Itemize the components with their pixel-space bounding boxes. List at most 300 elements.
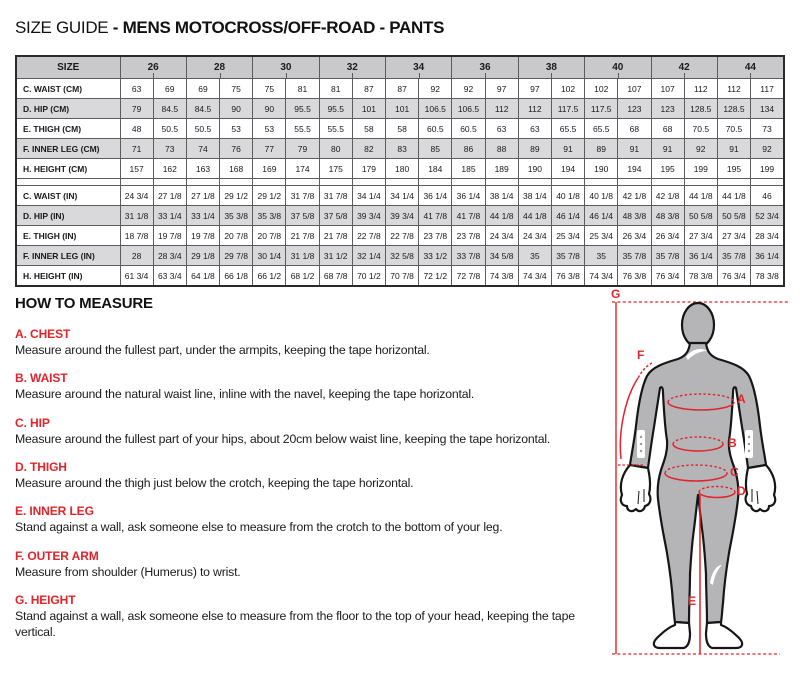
size-value-cell: 70.5 (717, 119, 750, 139)
size-value-cell: 92 (751, 139, 784, 159)
size-value-cell: 31 1/2 (319, 246, 352, 266)
measure-section-text: Measure around the thigh just below the crotch, keeping the tape horizontal. (15, 476, 414, 491)
measure-section-text: Measure around the fullest part, under the armpits, keeping the tape horizontal. (15, 343, 430, 357)
size-value-cell: 29 1/2 (253, 186, 286, 206)
size-value-cell: 85 (419, 139, 452, 159)
size-value-cell: 40 1/8 (585, 186, 618, 206)
size-value-cell: 44 1/8 (684, 186, 717, 206)
size-value-cell: 190 (585, 159, 618, 179)
size-column-header: 34 (386, 56, 452, 79)
size-value-cell: 31 7/8 (319, 186, 352, 206)
size-value-cell: 87 (352, 79, 385, 99)
size-value-cell: 53 (253, 119, 286, 139)
measure-section-e (15, 504, 615, 535)
size-value-cell: 92 (452, 79, 485, 99)
size-value-cell: 199 (751, 159, 784, 179)
table-row (16, 226, 784, 246)
table-row (16, 266, 784, 287)
size-value-cell: 102 (551, 79, 584, 99)
size-value-cell: 31 1/8 (120, 206, 153, 226)
spacer-cell (585, 179, 618, 186)
size-value-cell: 91 (651, 139, 684, 159)
size-value-cell: 41 7/8 (419, 206, 452, 226)
size-value-cell: 195 (717, 159, 750, 179)
measure-section-f (15, 549, 615, 580)
size-value-cell: 90 (220, 99, 253, 119)
table-row (16, 159, 784, 179)
left-boot (654, 622, 690, 648)
table-row (16, 79, 784, 99)
size-value-cell: 48 3/8 (618, 206, 651, 226)
right-boot (706, 622, 742, 648)
size-value-cell: 42 1/8 (618, 186, 651, 206)
spacer-cell (16, 179, 120, 186)
head (682, 303, 714, 347)
size-value-cell: 46 1/4 (551, 206, 584, 226)
size-value-cell: 84.5 (153, 99, 186, 119)
size-column-header: 36 (452, 56, 518, 79)
size-value-cell: 63 (485, 119, 518, 139)
size-value-cell: 22 7/8 (386, 226, 419, 246)
spacer-cell (220, 179, 253, 186)
size-value-cell: 35 3/8 (253, 206, 286, 226)
size-value-cell: 180 (386, 159, 419, 179)
left-cuff-text-dot (640, 450, 642, 452)
measurement-row-label: E. THIGH (CM) (16, 119, 120, 139)
size-value-cell: 195 (651, 159, 684, 179)
size-value-cell: 55.5 (319, 119, 352, 139)
size-value-cell: 91 (618, 139, 651, 159)
size-value-cell: 32 5/8 (386, 246, 419, 266)
table-row (16, 99, 784, 119)
size-value-cell: 46 (751, 186, 784, 206)
size-value-cell: 20 7/8 (253, 226, 286, 246)
left-cuff-text-dot (640, 436, 642, 438)
size-value-cell: 194 (618, 159, 651, 179)
size-value-cell: 68 (618, 119, 651, 139)
measure-section-a (15, 327, 615, 358)
size-value-cell: 46 1/4 (585, 206, 618, 226)
measure-section-text: Stand against a wall, ask someone else to measure from the floor to the top of your head, keeping the tape vertical. (15, 609, 575, 639)
size-value-cell: 185 (452, 159, 485, 179)
size-value-cell: 76 3/4 (717, 266, 750, 287)
size-value-cell: 86 (452, 139, 485, 159)
size-value-cell: 74 3/8 (485, 266, 518, 287)
size-value-cell: 33 1/2 (419, 246, 452, 266)
size-value-cell: 68 7/8 (319, 266, 352, 287)
figure-label-inner-leg: E (688, 594, 697, 608)
size-value-cell: 40 1/8 (551, 186, 584, 206)
title-prefix: SIZE GUIDE (15, 18, 113, 37)
measurement-row-label: C. WAIST (CM) (16, 79, 120, 99)
size-value-cell: 128.5 (717, 99, 750, 119)
measurement-row-label: E. THIGH (IN) (16, 226, 120, 246)
spacer-cell (751, 179, 784, 186)
right-cuff-text-dot (748, 450, 750, 452)
size-value-cell: 68 (651, 119, 684, 139)
size-value-cell: 72 1/2 (419, 266, 452, 287)
size-corner-header: SIZE (16, 56, 120, 79)
table-row (16, 246, 784, 266)
size-value-cell: 190 (518, 159, 551, 179)
size-value-cell: 74 3/4 (518, 266, 551, 287)
size-value-cell: 28 3/4 (153, 246, 186, 266)
size-value-cell: 107 (618, 79, 651, 99)
size-value-cell: 106.5 (419, 99, 452, 119)
size-value-cell: 169 (253, 159, 286, 179)
spacer-cell (452, 179, 485, 186)
spacer-cell (485, 179, 518, 186)
measure-section-text: Measure around the fullest part of your hips, about 20cm below waist line, keeping the tape horizontal. (15, 431, 551, 446)
size-value-cell: 134 (751, 99, 784, 119)
measure-section-label: B. WAIST (15, 371, 68, 386)
size-value-cell: 76 (220, 139, 253, 159)
size-value-cell: 163 (186, 159, 219, 179)
table-spacer-row (16, 179, 784, 186)
size-value-cell: 48 (120, 119, 153, 139)
size-value-cell: 112 (485, 99, 518, 119)
size-value-cell: 65.5 (551, 119, 584, 139)
size-value-cell: 24 3/4 (120, 186, 153, 206)
size-value-cell: 35 7/8 (551, 246, 584, 266)
size-value-cell: 97 (518, 79, 551, 99)
spacer-cell (419, 179, 452, 186)
size-value-cell: 92 (419, 79, 452, 99)
spacer-cell (551, 179, 584, 186)
table-row (16, 139, 784, 159)
size-value-cell: 112 (684, 79, 717, 99)
size-value-cell: 44 1/8 (717, 186, 750, 206)
size-value-cell: 24 3/4 (485, 226, 518, 246)
size-value-cell: 36 1/4 (751, 246, 784, 266)
size-value-cell: 29 7/8 (220, 246, 253, 266)
size-value-cell: 82 (352, 139, 385, 159)
figure-label-outer-arm: F (637, 348, 645, 362)
size-value-cell: 64 1/8 (186, 266, 219, 287)
size-value-cell: 117.5 (551, 99, 584, 119)
size-value-cell: 21 7/8 (286, 226, 319, 246)
measurement-row-label: H. HEIGHT (CM) (16, 159, 120, 179)
size-value-cell: 87 (386, 79, 419, 99)
size-value-cell: 117 (751, 79, 784, 99)
size-value-cell: 81 (319, 79, 352, 99)
size-value-cell: 39 3/4 (352, 206, 385, 226)
size-value-cell: 58 (352, 119, 385, 139)
size-value-cell: 66 1/2 (253, 266, 286, 287)
size-value-cell: 35 (518, 246, 551, 266)
size-column-header: 44 (717, 56, 784, 79)
size-value-cell: 175 (319, 159, 352, 179)
size-value-cell: 101 (386, 99, 419, 119)
measurement-row-label: F. INNER LEG (IN) (16, 246, 120, 266)
size-value-cell: 74 (186, 139, 219, 159)
size-value-cell: 90 (253, 99, 286, 119)
size-value-cell: 60.5 (419, 119, 452, 139)
measurement-row-label: D. HIP (CM) (16, 99, 120, 119)
size-value-cell: 34 1/4 (386, 186, 419, 206)
how-to-measure-section (15, 295, 615, 653)
size-value-cell: 23 7/8 (419, 226, 452, 246)
size-value-cell: 83 (386, 139, 419, 159)
size-value-cell: 123 (651, 99, 684, 119)
size-value-cell: 44 1/8 (485, 206, 518, 226)
spacer-cell (684, 179, 717, 186)
size-value-cell: 28 (120, 246, 153, 266)
size-value-cell: 106.5 (452, 99, 485, 119)
size-value-cell: 29 1/8 (186, 246, 219, 266)
size-value-cell: 35 (585, 246, 618, 266)
measure-section-g (15, 593, 615, 640)
size-value-cell: 31 7/8 (286, 186, 319, 206)
size-value-cell: 21 7/8 (319, 226, 352, 246)
size-value-cell: 78 3/8 (684, 266, 717, 287)
measurement-row-label: F. INNER LEG (CM) (16, 139, 120, 159)
size-value-cell: 80 (319, 139, 352, 159)
size-value-cell: 39 3/4 (386, 206, 419, 226)
size-value-cell: 35 3/8 (220, 206, 253, 226)
measurement-row-label: H. HEIGHT (IN) (16, 266, 120, 287)
measurement-figure (592, 287, 797, 667)
figure-label-waist: B (728, 436, 737, 450)
size-value-cell: 63 (120, 79, 153, 99)
size-value-cell: 128.5 (684, 99, 717, 119)
right-cuff-text-dot (748, 436, 750, 438)
measurement-row-label: C. WAIST (IN) (16, 186, 120, 206)
size-column-header: 40 (585, 56, 651, 79)
size-value-cell: 35 7/8 (651, 246, 684, 266)
size-value-cell: 76 3/8 (618, 266, 651, 287)
size-value-cell: 44 1/8 (518, 206, 551, 226)
figure-label-hip: C (730, 465, 739, 479)
size-value-cell: 50 5/8 (717, 206, 750, 226)
spacer-cell (352, 179, 385, 186)
spacer-cell (651, 179, 684, 186)
size-value-cell: 168 (220, 159, 253, 179)
size-value-cell: 69 (186, 79, 219, 99)
left-cuff-text-dot (640, 443, 642, 445)
size-value-cell: 72 7/8 (452, 266, 485, 287)
size-table (15, 55, 785, 287)
size-column-header: 28 (186, 56, 252, 79)
size-value-cell: 30 1/4 (253, 246, 286, 266)
size-value-cell: 50.5 (153, 119, 186, 139)
figure-label-height: G (611, 287, 621, 301)
size-value-cell: 73 (153, 139, 186, 159)
size-value-cell: 27 3/4 (717, 226, 750, 246)
title-main: - MENS MOTOCROSS/OFF-ROAD - PANTS (112, 18, 445, 37)
size-value-cell: 38 1/4 (518, 186, 551, 206)
size-value-cell: 194 (551, 159, 584, 179)
size-value-cell: 76 3/8 (551, 266, 584, 287)
size-value-cell: 88 (485, 139, 518, 159)
size-value-cell: 33 1/4 (186, 206, 219, 226)
size-value-cell: 97 (485, 79, 518, 99)
size-value-cell: 179 (352, 159, 385, 179)
size-value-cell: 68 1/2 (286, 266, 319, 287)
table-row (16, 186, 784, 206)
size-value-cell: 25 3/4 (585, 226, 618, 246)
size-value-cell: 162 (153, 159, 186, 179)
size-value-cell: 27 3/4 (684, 226, 717, 246)
spacer-cell (386, 179, 419, 186)
size-value-cell: 117.5 (585, 99, 618, 119)
measure-section-b (15, 371, 615, 402)
size-value-cell: 35 7/8 (717, 246, 750, 266)
size-value-cell: 33 7/8 (452, 246, 485, 266)
size-value-cell: 38 1/4 (485, 186, 518, 206)
size-value-cell: 53 (220, 119, 253, 139)
spacer-cell (518, 179, 551, 186)
size-value-cell: 107 (651, 79, 684, 99)
size-value-cell: 92 (684, 139, 717, 159)
size-value-cell: 102 (585, 79, 618, 99)
size-value-cell: 70.5 (684, 119, 717, 139)
size-value-cell: 35 7/8 (618, 246, 651, 266)
size-value-cell: 22 7/8 (352, 226, 385, 246)
measure-section-label: G. HEIGHT (15, 593, 76, 608)
size-value-cell: 19 7/8 (186, 226, 219, 246)
measurement-row-label: D. HIP (IN) (16, 206, 120, 226)
measure-section-label: A. CHEST (15, 327, 71, 341)
size-value-cell: 55.5 (286, 119, 319, 139)
size-value-cell: 34 5/8 (485, 246, 518, 266)
size-value-cell: 60.5 (452, 119, 485, 139)
size-value-cell: 61 3/4 (120, 266, 153, 287)
size-value-cell: 91 (551, 139, 584, 159)
size-value-cell: 199 (684, 159, 717, 179)
measure-section-label: D. THIGH (15, 460, 67, 475)
size-value-cell: 24 3/4 (518, 226, 551, 246)
size-value-cell: 79 (286, 139, 319, 159)
size-value-cell: 26 3/4 (651, 226, 684, 246)
measure-section-label: C. HIP (15, 415, 50, 430)
size-column-header: 42 (651, 56, 717, 79)
size-value-cell: 20 7/8 (220, 226, 253, 246)
size-value-cell: 63 3/4 (153, 266, 186, 287)
size-value-cell: 157 (120, 159, 153, 179)
spacer-cell (618, 179, 651, 186)
spacer-cell (319, 179, 352, 186)
measure-section-d (15, 460, 615, 491)
size-value-cell: 50 5/8 (684, 206, 717, 226)
size-value-cell: 25 3/4 (551, 226, 584, 246)
size-value-cell: 33 1/4 (153, 206, 186, 226)
spacer-cell (286, 179, 319, 186)
size-value-cell: 91 (717, 139, 750, 159)
size-value-cell: 19 7/8 (153, 226, 186, 246)
size-value-cell: 89 (518, 139, 551, 159)
measure-section-text: Measure around the natural waist line, inline with the navel, keeping the tape horizontal. (15, 387, 475, 402)
table-row (16, 119, 784, 139)
left-glove (621, 465, 651, 511)
size-value-cell: 37 5/8 (319, 206, 352, 226)
size-value-cell: 31 1/8 (286, 246, 319, 266)
size-value-cell: 28 3/4 (751, 226, 784, 246)
measure-section-label: F. OUTER ARM (15, 548, 99, 563)
size-value-cell: 42 1/8 (651, 186, 684, 206)
size-value-cell: 77 (253, 139, 286, 159)
measure-section-c (15, 416, 615, 447)
spacer-cell (186, 179, 219, 186)
size-column-header: 32 (319, 56, 385, 79)
size-value-cell: 37 5/8 (286, 206, 319, 226)
spacer-cell (120, 179, 153, 186)
size-value-cell: 112 (518, 99, 551, 119)
measure-section-text: Measure from shoulder (Humerus) to wrist. (15, 564, 241, 579)
size-value-cell: 78 3/8 (751, 266, 784, 287)
table-row (16, 206, 784, 226)
size-column-header: 26 (120, 56, 186, 79)
size-value-cell: 101 (352, 99, 385, 119)
size-column-header: 30 (253, 56, 319, 79)
size-value-cell: 32 1/4 (352, 246, 385, 266)
spacer-cell (153, 179, 186, 186)
size-value-cell: 70 7/8 (386, 266, 419, 287)
size-value-cell: 29 1/2 (220, 186, 253, 206)
size-value-cell: 69 (153, 79, 186, 99)
size-value-cell: 76 3/4 (651, 266, 684, 287)
size-value-cell: 50.5 (186, 119, 219, 139)
size-value-cell: 84.5 (186, 99, 219, 119)
spacer-cell (717, 179, 750, 186)
size-value-cell: 112 (717, 79, 750, 99)
size-value-cell: 23 7/8 (452, 226, 485, 246)
figure-label-thigh: D (737, 484, 746, 498)
size-value-cell: 36 1/4 (452, 186, 485, 206)
size-value-cell: 95.5 (319, 99, 352, 119)
size-value-cell: 79 (120, 99, 153, 119)
size-value-cell: 174 (286, 159, 319, 179)
size-value-cell: 70 1/2 (352, 266, 385, 287)
size-value-cell: 71 (120, 139, 153, 159)
size-value-cell: 89 (585, 139, 618, 159)
size-value-cell: 75 (253, 79, 286, 99)
size-value-cell: 63 (518, 119, 551, 139)
size-column-header: 38 (518, 56, 584, 79)
size-value-cell: 26 3/4 (618, 226, 651, 246)
size-value-cell: 189 (485, 159, 518, 179)
measure-section-text: Stand against a wall, ask someone else to measure from the crotch to the bottom of your leg. (15, 520, 503, 535)
size-value-cell: 65.5 (585, 119, 618, 139)
size-value-cell: 66 1/8 (220, 266, 253, 287)
size-value-cell: 123 (618, 99, 651, 119)
page-title (15, 18, 444, 38)
size-value-cell: 36 1/4 (684, 246, 717, 266)
size-header-row (16, 56, 784, 79)
size-value-cell: 52 3/4 (751, 206, 784, 226)
right-glove (746, 465, 776, 511)
figure-label-chest: A (737, 392, 746, 406)
right-cuff-text-dot (748, 443, 750, 445)
size-value-cell: 27 1/8 (153, 186, 186, 206)
size-value-cell: 36 1/4 (419, 186, 452, 206)
size-value-cell: 34 1/4 (352, 186, 385, 206)
size-value-cell: 95.5 (286, 99, 319, 119)
size-value-cell: 81 (286, 79, 319, 99)
spacer-cell (253, 179, 286, 186)
size-value-cell: 75 (220, 79, 253, 99)
size-value-cell: 41 7/8 (452, 206, 485, 226)
size-value-cell: 74 3/4 (585, 266, 618, 287)
size-value-cell: 18 7/8 (120, 226, 153, 246)
size-value-cell: 73 (751, 119, 784, 139)
how-to-measure-heading: HOW TO MEASURE (15, 295, 153, 312)
size-value-cell: 184 (419, 159, 452, 179)
size-value-cell: 48 3/8 (651, 206, 684, 226)
size-value-cell: 58 (386, 119, 419, 139)
size-value-cell: 27 1/8 (186, 186, 219, 206)
measure-section-label: E. INNER LEG (15, 504, 94, 519)
